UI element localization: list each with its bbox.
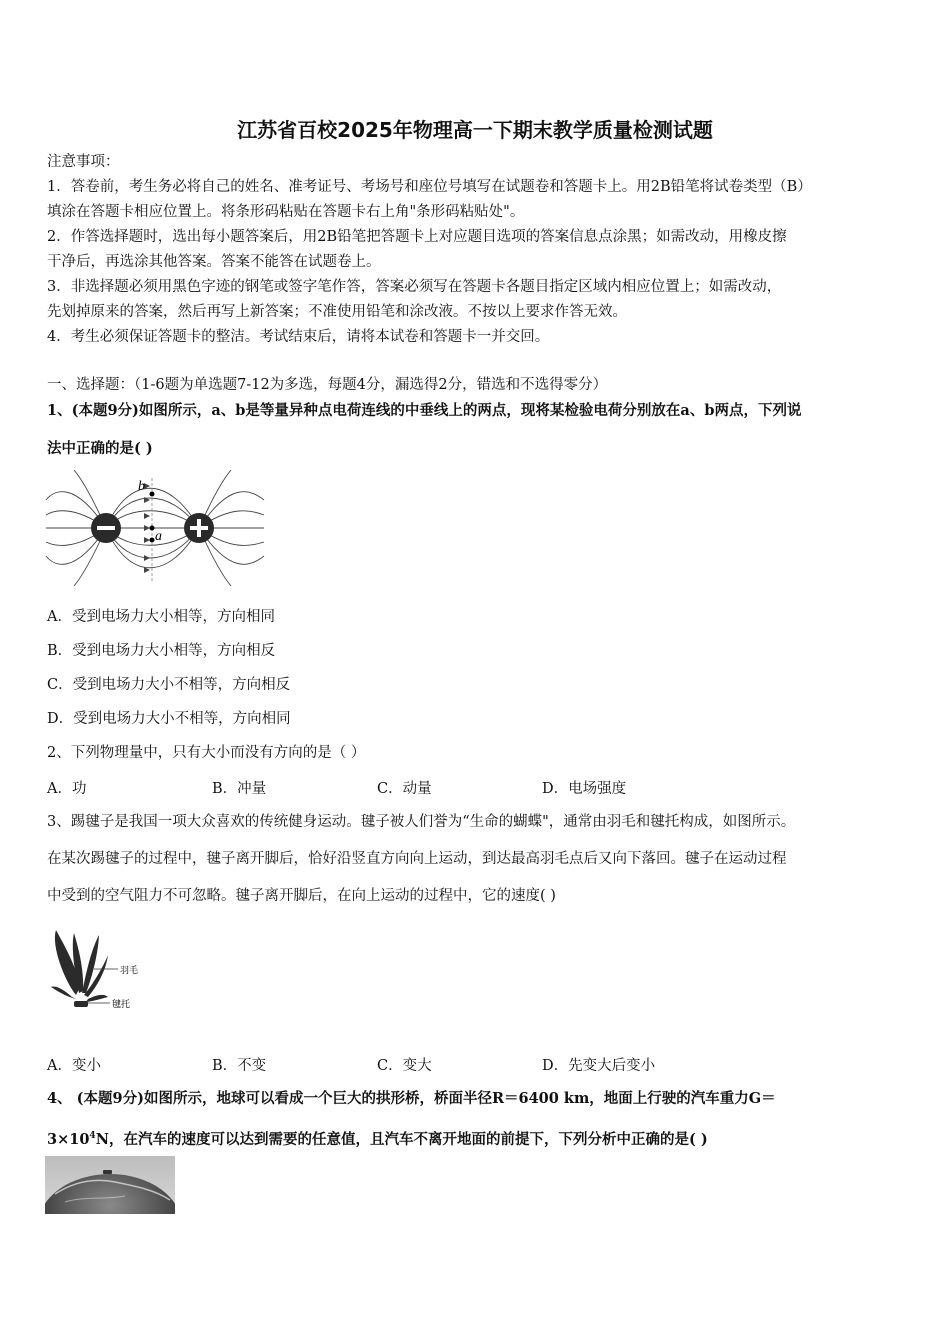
q4-value-exponent: 4 xyxy=(89,1131,96,1141)
notice-heading: 注意事项： xyxy=(47,154,120,170)
q4-value-prefix: 3×10 xyxy=(47,1130,90,1148)
q1-option-c: C．受到电场力大小不相等，方向相反 xyxy=(47,677,291,693)
q3-option-b: B．不变 xyxy=(212,1058,267,1074)
notice-line: 3．非选择题必须用黑色字迹的钢笔或签字笔作答，答案必须写在答题卡各题目指定区域内相应位置上；如需改动， xyxy=(47,279,782,295)
notice-line: 2．作答选择题时，选出每小题答案后，用2B铅笔把答题卡上对应题目选项的答案信息点涂黑；如需改动，用橡皮擦 xyxy=(47,229,787,245)
feather-label: 羽毛 xyxy=(120,966,139,976)
notice-line: 1．答卷前，考生务必将自己的姓名、准考证号、考场号和座位号填写在试题卷和答题卡上。用2B铅笔将试卷类型（B） xyxy=(47,179,812,195)
q2-option-d: D．电场强度 xyxy=(542,781,627,797)
q1-stem-line1: 1、(本题9分)如图所示，a、b是等量异种点电荷连线的中垂线上的两点，现将某检验电荷分别放在a、b两点，下列说 xyxy=(47,402,802,419)
q1-option-a: A．受到电场力大小相等，方向相同 xyxy=(47,609,275,625)
base-label: 毽托 xyxy=(112,1000,131,1010)
q2-option-c: C．动量 xyxy=(377,781,432,797)
electric-field-lines-figure xyxy=(44,470,266,586)
notice-line: 干净后，再选涂其他答案。答案不能答在试题卷上。 xyxy=(47,254,381,270)
notice-line: 先划掉原来的答案，然后再写上新答案；不准使用铅笔和涂改液。不按以上要求作答无效。 xyxy=(47,304,627,320)
q2-option-b: B．冲量 xyxy=(212,781,267,797)
q3-options xyxy=(47,1054,897,1074)
q2-stem: 2、下列物理量中，只有大小而没有方向的是（ ） xyxy=(47,745,366,761)
q3-option-c: C．变大 xyxy=(377,1058,432,1074)
q4-stem-rest: N，在汽车的速度可以达到需要的任意值，且汽车不离开地面的前提下，下列分析中正确的是( ) xyxy=(95,1130,708,1148)
point-a-label: a xyxy=(155,529,162,544)
q3-stem-line1: 3、踢毽子是我国一项大众喜欢的传统健身运动。毽子被人们誉为“生命的蝴蝶"，通常由羽毛和毽托构成，如图所示。 xyxy=(47,814,796,830)
shuttlecock-figure xyxy=(46,925,146,1015)
notice-line: 4．考生必须保证答题卡的整洁。考试结束后，请将本试卷和答题卡一并交回。 xyxy=(47,329,550,345)
q4-stem-line2 xyxy=(47,1126,708,1150)
q1-option-d: D．受到电场力大小不相等，方向相同 xyxy=(47,711,291,727)
q3-option-d: D．先变大后变小 xyxy=(542,1058,656,1074)
q3-option-a: A．变小 xyxy=(47,1058,101,1074)
notice-line: 填涂在答题卡相应位置上。将条形码粘贴在答题卡右上角"条形码粘贴处"。 xyxy=(47,204,525,220)
q2-options xyxy=(47,777,897,797)
page-title: 江苏省百校2025年物理高一下期末教学质量检测试题 xyxy=(237,118,713,142)
q3-stem-line2: 在某次踢毽子的过程中，毽子离开脚后，恰好沿竖直方向向上运动，到达最高羽毛点后又向下落回。毽子在运动过程 xyxy=(47,851,787,867)
q1-stem-line2: 法中正确的是( ) xyxy=(47,440,153,457)
earth-arch-bridge-figure xyxy=(45,1156,175,1214)
q1-option-b: B．受到电场力大小相等，方向相反 xyxy=(47,643,276,659)
q3-stem-line3: 中受到的空气阻力不可忽略。毽子离开脚后，在向上运动的过程中，它的速度( ) xyxy=(47,888,556,904)
q2-option-a: A．功 xyxy=(47,781,87,797)
q4-stem-line1: 4、 (本题9分)如图所示，地球可以看成一个巨大的拱形桥，桥面半径R＝6400 km，地面上行驶的汽车重力G＝ xyxy=(47,1090,776,1107)
section-heading: 一、选择题：（1-6题为单选题7-12为多选，每题4分，漏选得2分，错选和不选得零分） xyxy=(47,377,608,393)
point-b-label: b xyxy=(138,479,145,494)
